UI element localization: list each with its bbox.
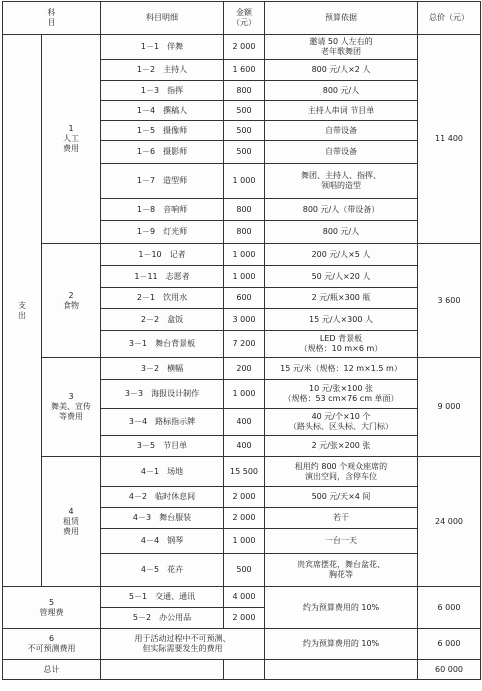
item-amount: 15 500 (224, 457, 265, 487)
item-amount: 500 (224, 121, 265, 141)
grand-total-label: 总计 (3, 660, 101, 680)
item-amount: 800 (224, 221, 265, 244)
category-rental: 4 租赁 费用 (42, 457, 101, 587)
item-detail: 4－1 场地 (101, 457, 224, 487)
item-basis: 主持人串词 节目单 (265, 101, 418, 121)
category-total: 9 000 (418, 358, 481, 457)
item-detail: 3－2 横幅 (101, 358, 224, 380)
item-basis: 800 元/人 (265, 221, 418, 244)
item-detail: 1－6 摄影师 (101, 141, 224, 164)
item-detail: 5－1 交通、通讯 (101, 587, 224, 608)
category-total: 6 000 (418, 587, 481, 629)
category-total: 3 600 (418, 244, 481, 358)
item-basis: 2 元/张×200 张 (265, 436, 418, 457)
item-basis: 50 元/人×20 人 (265, 266, 418, 288)
item-detail: 1－5 摄像师 (101, 121, 224, 141)
item-basis: 约为预算费用的 10% (265, 629, 418, 660)
item-basis: 15 元/米（规格：12 m×1.5 m） (265, 358, 418, 380)
item-detail: 1－3 指挥 (101, 81, 224, 101)
item-detail: 1－1 伴舞 (101, 35, 224, 60)
item-detail: 1－4 撰稿人 (101, 101, 224, 121)
item-basis: 贵宾席摆花，舞台盆花、 胸花等 (265, 554, 418, 587)
item-amount: 500 (224, 554, 265, 587)
item-basis: 200 元/人×5 人 (265, 244, 418, 266)
item-amount: 4 000 (224, 587, 265, 608)
category-total: 24 000 (418, 457, 481, 587)
col-header-subject: 科 目 (3, 2, 101, 35)
item-detail: 用于活动过程中不可预测、 但实际需要发生的费用 (101, 629, 265, 660)
item-amount: 400 (224, 409, 265, 436)
category-food: 2 食物 (42, 244, 101, 358)
item-basis: 500 元/天×4 间 (265, 487, 418, 508)
item-basis: LED 背景板 （规格：10 m×6 m） (265, 331, 418, 358)
item-basis: 10 元/张×100 张 （规格：53 cm×76 cm 单面） (265, 380, 418, 409)
item-basis: 800 元/人（带设备） (265, 199, 418, 221)
item-detail: 1－7 造型师 (101, 164, 224, 199)
grand-total-empty (224, 660, 265, 680)
col-header-total: 总价（元） (418, 2, 481, 35)
table-row (3, 457, 481, 487)
grand-total-empty (101, 660, 224, 680)
item-detail: 2－2 盒饭 (101, 309, 224, 331)
main-category-expense: 支 出 (3, 35, 42, 587)
col-header-amount: 金额 （元） (224, 2, 265, 35)
table-row (3, 358, 481, 380)
item-amount: 200 (224, 358, 265, 380)
item-amount: 1 000 (224, 380, 265, 409)
item-amount: 2 000 (224, 508, 265, 529)
item-detail: 4－5 花卉 (101, 554, 224, 587)
item-amount: 1 600 (224, 60, 265, 81)
category-contingency: 6 不可预测费用 (3, 629, 101, 660)
category-labor: 1 人工 费用 (42, 35, 101, 244)
item-amount: 500 (224, 101, 265, 121)
header-row (3, 2, 481, 35)
item-detail: 3－3 海报设计制作 (101, 380, 224, 409)
item-amount: 7 200 (224, 331, 265, 358)
item-amount: 2 000 (224, 35, 265, 60)
item-detail: 4－4 钢琴 (101, 529, 224, 554)
item-amount: 1 000 (224, 529, 265, 554)
item-detail: 4－2 临时休息间 (101, 487, 224, 508)
item-detail: 1－9 灯光师 (101, 221, 224, 244)
item-basis: 租用约 800 个观众座席的 演出空间，含停车位 (265, 457, 418, 487)
item-amount: 800 (224, 81, 265, 101)
category-total: 6 000 (418, 629, 481, 660)
item-amount: 2 000 (224, 608, 265, 629)
item-basis: 一台一天 (265, 529, 418, 554)
category-stage-publicity: 3 舞美、宣传 等费用 (42, 358, 101, 457)
item-basis: 邀请 50 人左右的 老年歌舞团 (265, 35, 418, 60)
item-amount: 1 000 (224, 244, 265, 266)
category-management: 5 管理费 (3, 587, 101, 629)
item-basis: 舞团、主持人、指挥、 领唱的造型 (265, 164, 418, 199)
category-total: 11 400 (418, 35, 481, 244)
item-basis: 自带设备 (265, 121, 418, 141)
item-detail: 2－1 饮用水 (101, 288, 224, 309)
item-detail: 1－11 志愿者 (101, 266, 224, 288)
item-amount: 400 (224, 436, 265, 457)
table-row (3, 587, 481, 608)
item-detail: 1－2 主持人 (101, 60, 224, 81)
grand-total-row (3, 660, 481, 680)
item-basis: 约为预算费用的 10% (265, 587, 418, 629)
item-basis: 800 元/人 (265, 81, 418, 101)
item-basis: 2 元/瓶×300 瓶 (265, 288, 418, 309)
item-amount: 1 000 (224, 164, 265, 199)
budget-table (2, 1, 481, 680)
item-detail: 1－10 记者 (101, 244, 224, 266)
item-detail: 1－8 音响师 (101, 199, 224, 221)
item-basis: 15 元/人×300 人 (265, 309, 418, 331)
item-detail: 3－4 路标指示牌 (101, 409, 224, 436)
col-header-detail: 科目明细 (101, 2, 224, 35)
grand-total-empty (265, 660, 418, 680)
item-basis: 自带设备 (265, 141, 418, 164)
item-detail: 3－1 舞台背景板 (101, 331, 224, 358)
item-basis: 800 元/人×2 人 (265, 60, 418, 81)
item-amount: 3 000 (224, 309, 265, 331)
item-amount: 1 000 (224, 266, 265, 288)
item-basis: 若干 (265, 508, 418, 529)
item-amount: 600 (224, 288, 265, 309)
item-detail: 4－3 舞台服装 (101, 508, 224, 529)
item-amount: 2 000 (224, 487, 265, 508)
item-detail: 3－5 节目单 (101, 436, 224, 457)
grand-total-value: 60 000 (418, 660, 481, 680)
item-detail: 5－2 办公用品 (101, 608, 224, 629)
table-row (3, 35, 481, 60)
item-amount: 500 (224, 141, 265, 164)
item-basis: 40 元/个×10 个 （路头标、区头标、大门标） (265, 409, 418, 436)
table-row (3, 629, 481, 660)
item-amount: 800 (224, 199, 265, 221)
table-row (3, 244, 481, 266)
col-header-basis: 预算依据 (265, 2, 418, 35)
